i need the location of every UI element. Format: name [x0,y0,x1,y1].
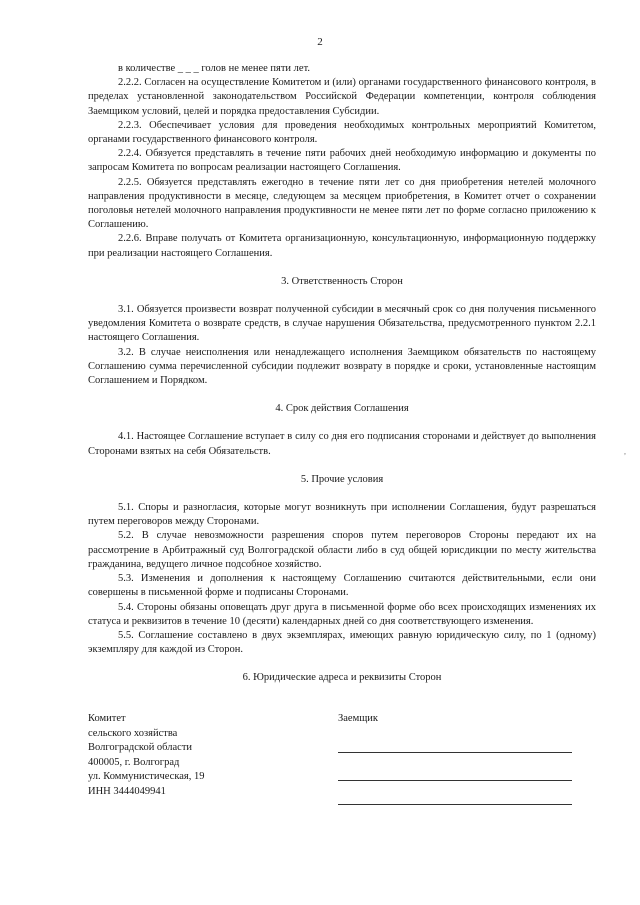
paragraph-5-4: 5.4. Стороны обязаны оповещать друг друга в письменной форме обо всех происходящих изменениях их статуса и реквизитов в течение 10 (десяти) календарных дней со дня соответствующего изменения. [88,601,596,627]
committee-line-5: ул. Коммунистическая, 19 [88,771,205,782]
paragraph-5-1: 5.1. Споры и разногласия, которые могут возникнуть при исполнении Соглашения, будут разрешаться путем переговоров между Сторонами. [88,502,596,528]
paragraph-2-2-5: 2.2.5. Обязуется представлять ежегодно в течение пяти лет со дня приобретения нетелей молочного направления продуктивности в месяце, следующем за месяцем приобретения, в Комитет отчет о сохранении поголовья нетелей молочного направления продуктивности не менее пяти лет по форме согласно приложению к Соглашению. [88,176,596,231]
paragraph-2-2-3: 2.2.3. Обеспечивает условия для проведения необходимых контрольных мероприятий Комитетом, органами государственного финансового контроля. [88,119,596,146]
paragraph-2-2-2: 2.2.2. Согласен на осуществление Комитетом и (или) органами государственного финансового контроля, в пределах установленной законодательством Российской Федерации компетенции, контроля соблюдения Заемщиком условий, целей и порядка предоставления Субсидии. [88,77,596,117]
section-3-heading: 3. Ответственность Сторон [281,275,403,287]
committee-line-2: сельского хозяйства [88,727,178,739]
committee-requisites [88,712,308,799]
borrower-title: Заемщик [338,713,379,724]
paragraph-5-5: 5.5. Соглашение составлено в двух экземплярах, имеющих равную юридическую силу, по 1 (одному) экземпляру для каждой из Сторон. [88,629,596,656]
scan-speck: , [624,447,626,456]
borrower-line-2 [338,780,572,781]
borrower-line-1 [338,752,572,753]
document-body [88,62,596,700]
section-4-heading: 4. Срок действия Соглашения [275,403,409,415]
paragraph-5-3: 5.3. Изменения и дополнения к настоящему Соглашению считаются действительными, если они совершены в письменной форме и подписаны Сторонами. [88,573,596,599]
section-6-heading: 6. Юридические адреса и реквизиты Сторон [242,672,442,684]
paragraph-3-2: 3.2. В случае неисполнения или ненадлежащего исполнения Заемщиком обязательств по настоящему Соглашению сумма перечисленной субсидии подлежит возврату в порядке и сроки, установленные настоящим Соглашением и Порядком. [88,346,596,387]
paragraph-2-2-6: 2.2.6. Вправе получать от Комитета организационную, консультационную, информационную поддержку при реализации настоящего Соглашения. [88,233,596,259]
section-5-heading: 5. Прочие условия [300,473,384,485]
paragraph-3-1: 3.1. Обязуется произвести возврат полученной субсидии в месячный срок со дня получения письменного уведомления Комитета о возврате средств, в случае нарушения Обязательства, предусмотренного пунктом 2.2.1 настоящего Соглашения. [88,304,596,344]
borrower-line-3 [338,804,572,805]
committee-line-6: ИНН 3444049941 [88,785,166,797]
paragraph-intro-0: в количестве _ _ _ голов не менее пяти лет. [118,63,310,74]
committee-line-1: Комитет [88,713,126,724]
page-number: 2 [317,36,323,48]
paragraph-5-2: 5.2. В случае невозможности разрешения споров путем переговоров Стороны передают их на рассмотрение в Арбитражный суд Волгоградской области либо в суд общей юрисдикции по месту жительства гражданина, ведущего личное подсобное хозяйство. [88,530,596,570]
committee-line-4: 400005, г. Волгоград [88,756,180,768]
paragraph-4-1: 4.1. Настоящее Соглашение вступает в силу со дня его подписания сторонами и действует до выполнения Сторонами взятых на себя Обязательств. [88,431,596,457]
committee-line-3: Волгоградской области [88,742,193,753]
paragraph-2-2-4: 2.2.4. Обязуется представлять в течение пяти рабочих дней необходимую информацию и документы по запросам Комитета по вопросам реализации настоящего Соглашения. [88,148,596,174]
